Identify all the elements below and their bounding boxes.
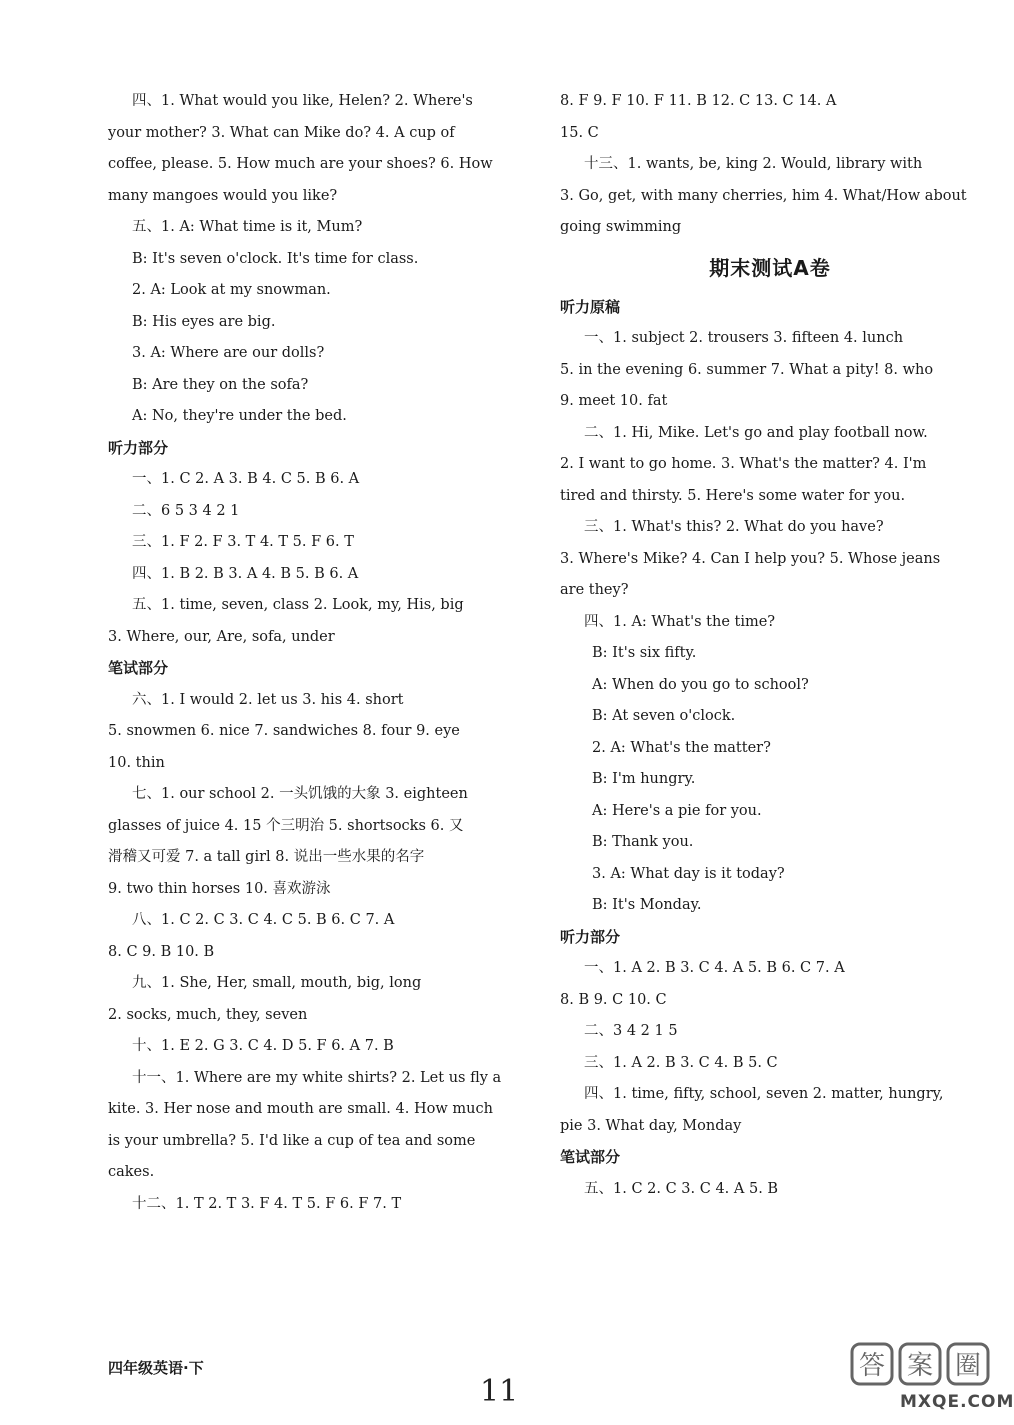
answer-line: 四、1. What would you like, Helen? 2. Where's — [132, 93, 473, 109]
answer-line: 9. meet 10. fat — [560, 393, 668, 409]
page-number: 11 — [480, 1374, 519, 1409]
answer-line: 二、6 5 3 4 2 1 — [132, 502, 240, 519]
answer-line: 3. A: What day is it today? — [592, 865, 785, 882]
answer-line: 3. A: Where are our dolls? — [132, 345, 325, 361]
answer-line: 一、1. C 2. A 3. B 4. C 5. B 6. A — [132, 471, 360, 487]
answer-line: pie 3. What day, Monday — [560, 1117, 742, 1134]
watermark-char-3: 圈 — [954, 1351, 982, 1381]
answer-line: 2. A: Look at my snowman. — [132, 282, 331, 298]
watermark-char-1: 答 — [858, 1351, 886, 1381]
answer-line: 十三、1. wants, be, king 2. Would, library with — [584, 156, 923, 172]
section-heading: 笔试部分 — [108, 659, 169, 677]
answer-line: B: It's six fifty. — [592, 645, 697, 661]
right-column — [560, 86, 980, 1205]
answer-line: 四、1. A: What's the time? — [584, 613, 776, 630]
section-title: 期末测试A卷 — [709, 255, 831, 280]
answer-line: cakes. — [108, 1164, 155, 1180]
answer-line: 10. thin — [108, 754, 165, 771]
section-heading: 听力部分 — [560, 927, 621, 946]
answer-line: tired and thirsty. 5. Here's some water for you. — [560, 487, 906, 504]
section-heading: 听力原稿 — [560, 297, 621, 316]
answer-line: A: No, they're under the bed. — [132, 408, 347, 424]
watermark-url: MXQE.COM — [900, 1392, 1014, 1412]
answer-line: is your umbrella? 5. I'd like a cup of tea and some — [108, 1132, 476, 1149]
answer-line: your mother? 3. What can Mike do? 4. A cup of — [108, 124, 455, 141]
answer-line: 七、1. our school 2. 一头饥饿的大象 3. eighteen — [132, 786, 468, 802]
answer-line: B: His eyes are big. — [132, 313, 276, 330]
answer-line: 十二、1. T 2. T 3. F 4. T 5. F 6. F 7. T — [132, 1195, 402, 1212]
answer-line: kite. 3. Her nose and mouth are small. 4. How much — [108, 1101, 493, 1117]
left-column — [108, 86, 528, 1220]
answer-line: A: When do you go to school? — [592, 676, 809, 693]
answer-line: 三、1. F 2. F 3. T 4. T 5. F 6. T — [132, 534, 354, 550]
answer-line: 5. snowmen 6. nice 7. sandwiches 8. four 9. eye — [108, 723, 460, 739]
answer-line: 2. socks, much, they, seven — [108, 1006, 308, 1023]
answer-line: 一、1. subject 2. trousers 3. fifteen 4. lunch — [584, 330, 904, 346]
answer-line: 五、1. C 2. C 3. C 4. A 5. B — [584, 1180, 779, 1197]
answer-line: 滑稽又可爱 7. a tall girl 8. 说出一些水果的名字 — [108, 849, 425, 865]
answer-line: 十一、1. Where are my white shirts? 2. Let us fly a — [132, 1069, 502, 1086]
answer-line: 二、1. Hi, Mike. Let's go and play football now. — [584, 424, 928, 441]
answer-line: B: I'm hungry. — [592, 771, 696, 787]
answer-line: 8. F 9. F 10. F 11. B 12. C 13. C 14. A — [560, 93, 837, 109]
answer-line: 八、1. C 2. C 3. C 4. C 5. B 6. C 7. A — [132, 912, 395, 928]
answer-line: 一、1. A 2. B 3. C 4. A 5. B 6. C 7. A — [584, 960, 845, 976]
answer-line: 四、1. B 2. B 3. A 4. B 5. B 6. A — [132, 565, 359, 582]
answer-line: 3. Where, our, Are, sofa, under — [108, 628, 335, 645]
answer-line: 5. in the evening 6. summer 7. What a pity! 8. who — [560, 361, 934, 378]
answer-line: B: At seven o'clock. — [592, 708, 736, 724]
answer-line: 2. A: What's the matter? — [592, 739, 771, 756]
answer-line: 3. Where's Mike? 4. Can I help you? 5. Whose jeans — [560, 550, 941, 567]
section-heading: 笔试部分 — [560, 1148, 621, 1166]
answer-line: 三、1. A 2. B 3. C 4. B 5. C — [584, 1054, 778, 1071]
answer-line: 四、1. time, fifty, school, seven 2. matter, hungry, — [584, 1086, 944, 1102]
answer-line: B: Are they on the sofa? — [132, 376, 309, 393]
answer-line: 五、1. time, seven, class 2. Look, my, His, big — [132, 597, 464, 613]
answer-line: B: Thank you. — [592, 834, 694, 850]
answer-line: 十、1. E 2. G 3. C 4. D 5. F 6. A 7. B — [132, 1038, 394, 1054]
footer-book-title: 四年级英语·下 — [108, 1359, 204, 1377]
answer-line: B: It's seven o'clock. It's time for class. — [132, 250, 419, 267]
answer-line: are they? — [560, 582, 629, 598]
section-heading: 听力部分 — [108, 438, 169, 457]
answer-line: 五、1. A: What time is it, Mum? — [132, 219, 363, 235]
answer-line: 15. C — [560, 124, 599, 141]
answer-line: 2. I want to go home. 3. What's the matter? 4. I'm — [560, 456, 927, 472]
answer-line: 9. two thin horses 10. 喜欢游泳 — [108, 880, 331, 897]
answer-line: 三、1. What's this? 2. What do you have? — [584, 519, 884, 535]
answer-line: many mangoes would you like? — [108, 187, 338, 204]
answer-line: coffee, please. 5. How much are your shoes? 6. How — [108, 156, 493, 172]
answer-line: glasses of juice 4. 15 个三明治 5. shortsocks 6. 又 — [108, 817, 464, 834]
answer-line: 8. C 9. B 10. B — [108, 943, 215, 960]
answer-line: 3. Go, get, with many cherries, him 4. What/How about — [560, 187, 967, 204]
answer-line: A: Here's a pie for you. — [592, 802, 762, 819]
answer-line: going swimming — [560, 219, 682, 235]
answer-line: B: It's Monday. — [592, 897, 702, 913]
watermark-char-2: 案 — [906, 1351, 934, 1381]
answer-line: 九、1. She, Her, small, mouth, big, long — [132, 975, 422, 991]
answer-line: 二、3 4 2 1 5 — [584, 1023, 678, 1039]
answer-line: 六、1. I would 2. let us 3. his 4. short — [132, 691, 404, 708]
answer-line: 8. B 9. C 10. C — [560, 991, 667, 1008]
